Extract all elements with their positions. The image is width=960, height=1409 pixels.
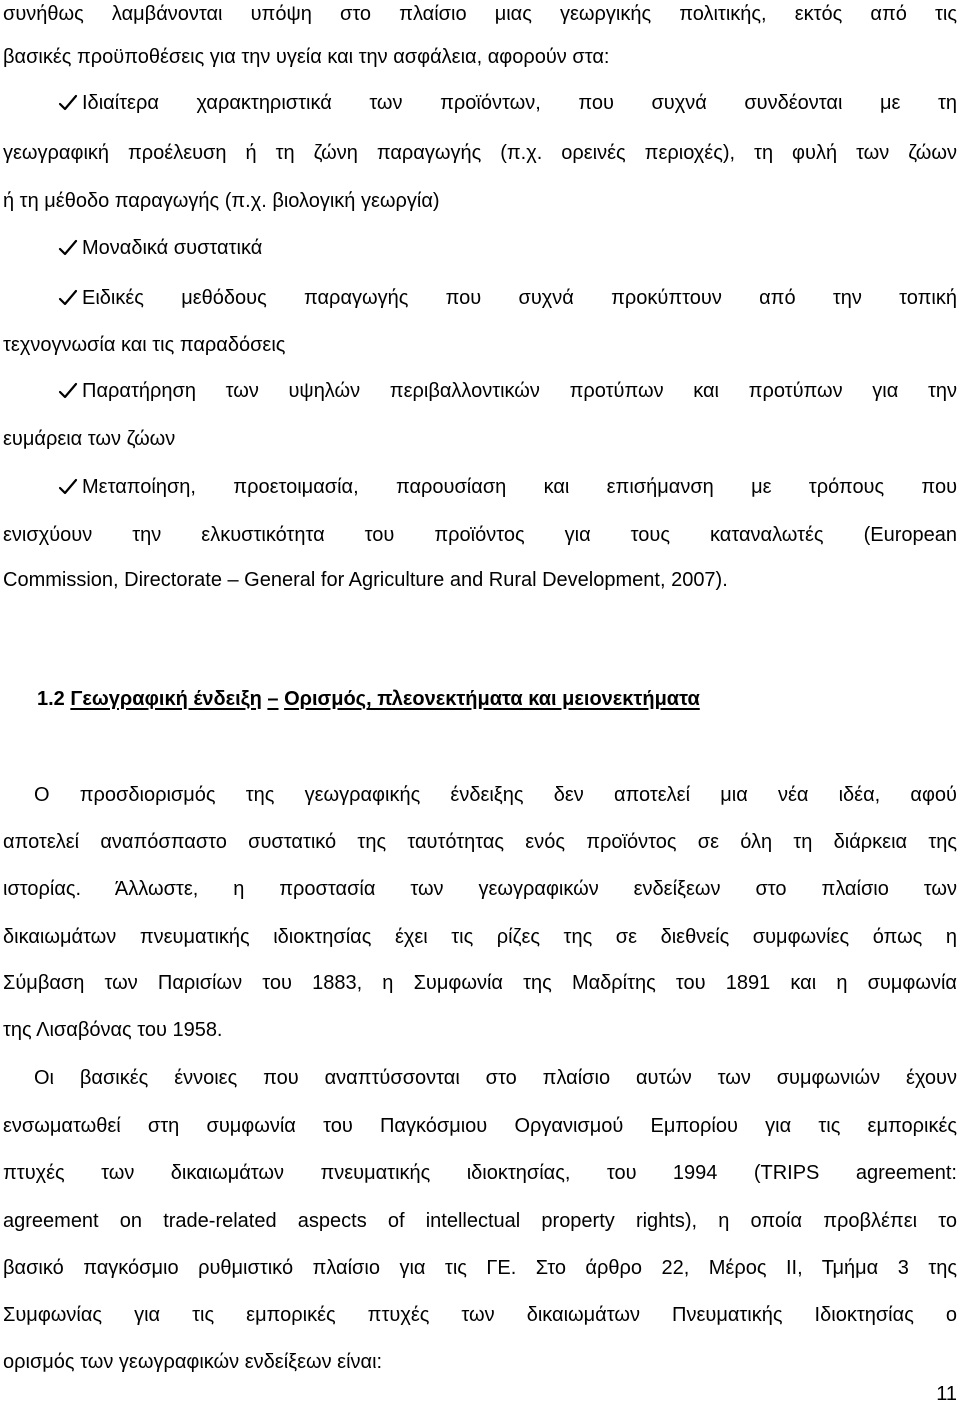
intro-line-1: συνήθως λαμβάνονται υπόψη στο πλαίσιο μιας γεωργικής πολιτικής, εκτός από τις: [3, 3, 957, 25]
paragraph-1-line-3: ιστορίας. Άλλωστε, η προστασία των γεωγραφικών ενδείξεων στο πλαίσιο των: [3, 878, 957, 900]
section-heading: [37, 682, 700, 716]
paragraph-1-line-4: δικαιωμάτων πνευματικής ιδιοκτησίας έχει τις ρίζες της σε διεθνείς συμφωνίες όπως η: [3, 926, 957, 948]
bullet-5-continuation-1: ενισχύουν την ελκυστικότητα του προϊόντος για τους καταναλωτές (European: [3, 524, 957, 546]
checkmark-icon: [58, 86, 80, 120]
paragraph-2-line-3: πτυχές των δικαιωμάτων πνευματικής ιδιοκτησίας, του 1994 (TRIPS agreement:: [3, 1162, 957, 1184]
bullet-3-continuation-1: τεχνογνωσία και τις παραδόσεις: [3, 334, 286, 356]
bullet-item-4: [3, 374, 957, 408]
bullet-item-5: [3, 470, 957, 504]
checkmark-icon: [58, 231, 80, 265]
bullet-item-1: [3, 86, 957, 120]
section-title-part-2: Ορισμός, πλεονεκτήματα και μειονεκτήματα: [284, 688, 700, 710]
paragraph-1-line-5: Σύμβαση των Παρισίων του 1883, η Συμφωνία της Μαδρίτης του 1891 και η συμφωνία: [3, 972, 957, 994]
page-number: 11: [936, 1383, 957, 1405]
bullet-2-text: Μοναδικά συστατικά: [82, 237, 263, 259]
paragraph-1-line-1: Ο προσδιορισμός της γεωγραφικής ένδειξης δεν αποτελεί μια νέα ιδέα, αφού: [34, 784, 957, 806]
bullet-item-3: [3, 281, 957, 315]
paragraph-1-line-6: της Λισαβόνας του 1958.: [3, 1019, 223, 1041]
checkmark-icon: [58, 470, 80, 504]
bullet-1-continuation-1: γεωγραφική προέλευση ή τη ζώνη παραγωγής (π.χ. ορεινές περιοχές), τη φυλή των ζώων: [3, 142, 957, 164]
bullet-5-continuation-2: Commission, Directorate – General for Agriculture and Rural Development, 2007).: [3, 569, 728, 591]
section-title-separator: –: [267, 688, 279, 710]
paragraph-1-line-2: αποτελεί αναπόσπαστο συστατικό της ταυτότητας ενός προϊόντος σε όλη τη διάρκεια της: [3, 831, 957, 853]
intro-line-2: βασικές προϋποθέσεις για την υγεία και την ασφάλεια, αφορούν στα:: [3, 46, 610, 68]
paragraph-2-line-7: ορισμός των γεωγραφικών ενδείξεων είναι:: [3, 1351, 383, 1373]
paragraph-2-line-1: Οι βασικές έννοιες που αναπτύσσονται στο πλαίσιο αυτών των συμφωνιών έχουν: [34, 1067, 957, 1089]
bullet-4-text: Παρατήρηση των υψηλών περιβαλλοντικών προτύπων και προτύπων για την: [82, 380, 957, 402]
bullet-1-text: Ιδιαίτερα χαρακτηριστικά των προϊόντων, που συχνά συνδέονται με τη: [82, 92, 957, 114]
paragraph-2-line-5: βασικό παγκόσμιο ρυθμιστικό πλαίσιο για τις ΓΕ. Στο άρθρο 22, Μέρος ΙΙ, Τμήμα 3 της: [3, 1257, 957, 1279]
section-number: 1.2: [37, 688, 65, 710]
paragraph-2-line-2: ενσωματωθεί στη συμφωνία του Παγκόσμιου Οργανισμού Εμπορίου για τις εμπορικές: [3, 1115, 957, 1137]
bullet-1-continuation-2: ή τη μέθοδο παραγωγής (π.χ. βιολογική γεωργία): [3, 190, 440, 212]
bullet-item-2: [3, 231, 957, 265]
checkmark-icon: [58, 281, 80, 315]
bullet-5-text: Μεταποίηση, προετοιμασία, παρουσίαση και επισήμανση με τρόπους που: [82, 476, 957, 498]
bullet-4-continuation-1: ευμάρεια των ζώων: [3, 428, 176, 450]
paragraph-2-line-6: Συμφωνίας για τις εμπορικές πτυχές των δικαιωμάτων Πνευματικής Ιδιοκτησίας ο: [3, 1304, 957, 1326]
bullet-3-text: Ειδικές μεθόδους παραγωγής που συχνά προκύπτουν από την τοπική: [82, 287, 957, 309]
paragraph-2-line-4: agreement on trade-related aspects of intellectual property rights), η οποία προβλέπει το: [3, 1210, 957, 1232]
checkmark-icon: [58, 374, 80, 408]
section-title-part-1: Γεωγραφική ένδειξη: [70, 688, 262, 710]
